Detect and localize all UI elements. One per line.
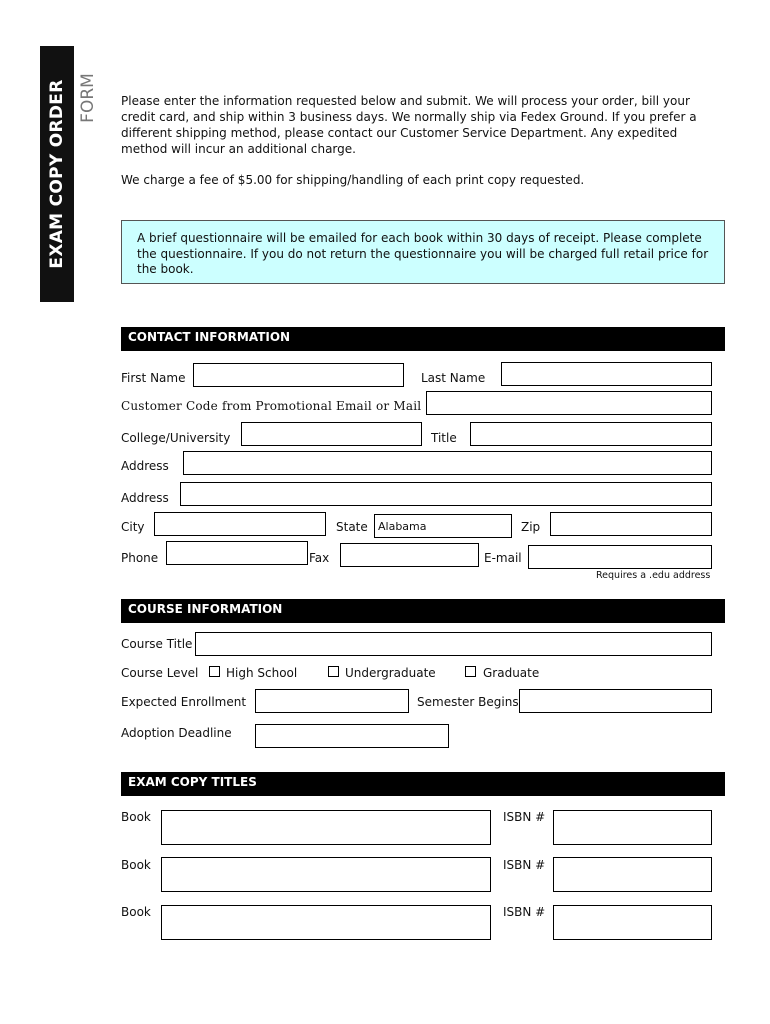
semester-label: Semester Begins — [417, 695, 519, 709]
course-section-header: COURSE INFORMATION — [121, 599, 725, 623]
intro-paragraph: Please enter the information requested below and submit. We will process your order, bill your credit card, and ship within 3 business days. We normally ship via Fedex Ground. If you prefer a different shipping method, please contact our Customer Service Department. Any expedited method will incur an additional charge. — [121, 94, 697, 156]
form-title: EXAM COPY ORDER — [47, 79, 67, 269]
adoption-deadline-field[interactable] — [255, 724, 449, 748]
college-field[interactable] — [241, 422, 422, 446]
enrollment-label: Expected Enrollment — [121, 695, 247, 709]
title-label: Title — [431, 431, 457, 445]
titles-section-header: EXAM COPY TITLES — [121, 772, 725, 796]
course-title-label: Course Title — [121, 637, 193, 651]
graduate-checkbox[interactable] — [465, 666, 476, 677]
college-label: College/University — [121, 431, 231, 445]
email-label: E-mail — [484, 551, 522, 565]
course-level-label: Course Level — [121, 666, 199, 680]
high-school-checkbox[interactable] — [209, 666, 220, 677]
email-field[interactable] — [528, 545, 712, 569]
book-3-label: Book — [121, 905, 151, 919]
zip-label: Zip — [521, 520, 541, 534]
last-name-label: Last Name — [421, 371, 486, 385]
fee-notice: We charge a fee of $5.00 for shipping/handling of each print copy requested. — [121, 173, 585, 187]
contact-section-header: CONTACT INFORMATION — [121, 327, 725, 351]
form-subtitle: FORM — [78, 73, 98, 123]
city-field[interactable] — [154, 512, 326, 536]
address-label: Address — [121, 459, 169, 473]
enrollment-field[interactable] — [255, 689, 409, 713]
semester-field[interactable] — [519, 689, 712, 713]
email-requirement-hint: Requires a .edu address — [596, 570, 711, 581]
isbn-3-label: ISBN # — [503, 905, 546, 919]
first-name-field[interactable] — [193, 363, 404, 387]
address2-label: Address — [121, 491, 169, 505]
undergraduate-checkbox[interactable] — [328, 666, 339, 677]
customer-code-field[interactable] — [426, 391, 712, 415]
title-field[interactable] — [470, 422, 712, 446]
adoption-deadline-label: Adoption Deadline — [121, 726, 232, 740]
book-2-field[interactable] — [161, 857, 491, 892]
state-field[interactable] — [374, 514, 512, 538]
first-name-label: First Name — [121, 371, 186, 385]
zip-field[interactable] — [550, 512, 712, 536]
undergraduate-label: Undergraduate — [345, 666, 436, 680]
book-1-field[interactable] — [161, 810, 491, 845]
city-label: City — [121, 520, 145, 534]
address-line2-field[interactable] — [180, 482, 712, 506]
state-label: State — [336, 520, 368, 534]
isbn-2-field[interactable] — [553, 857, 712, 892]
course-title-field[interactable] — [195, 632, 712, 656]
address-line1-field[interactable] — [183, 451, 712, 475]
phone-field[interactable] — [166, 541, 308, 565]
isbn-3-field[interactable] — [553, 905, 712, 940]
isbn-1-field[interactable] — [553, 810, 712, 845]
book-1-label: Book — [121, 810, 151, 824]
isbn-2-label: ISBN # — [503, 858, 546, 872]
fax-field[interactable] — [340, 543, 479, 567]
questionnaire-notice: A brief questionnaire will be emailed for each book within 30 days of receipt. Please complete the questionnaire. If you do not return the questionnaire you will be charged full retail price for the book. — [121, 220, 725, 284]
graduate-label: Graduate — [483, 666, 540, 680]
last-name-field[interactable] — [501, 362, 712, 386]
phone-label: Phone — [121, 551, 159, 565]
fax-label: Fax — [309, 551, 330, 565]
high-school-label: High School — [226, 666, 298, 680]
isbn-1-label: ISBN # — [503, 810, 546, 824]
book-2-label: Book — [121, 858, 151, 872]
book-3-field[interactable] — [161, 905, 491, 940]
customer-code-label: Customer Code from Promotional Email or Mail — [121, 399, 422, 413]
